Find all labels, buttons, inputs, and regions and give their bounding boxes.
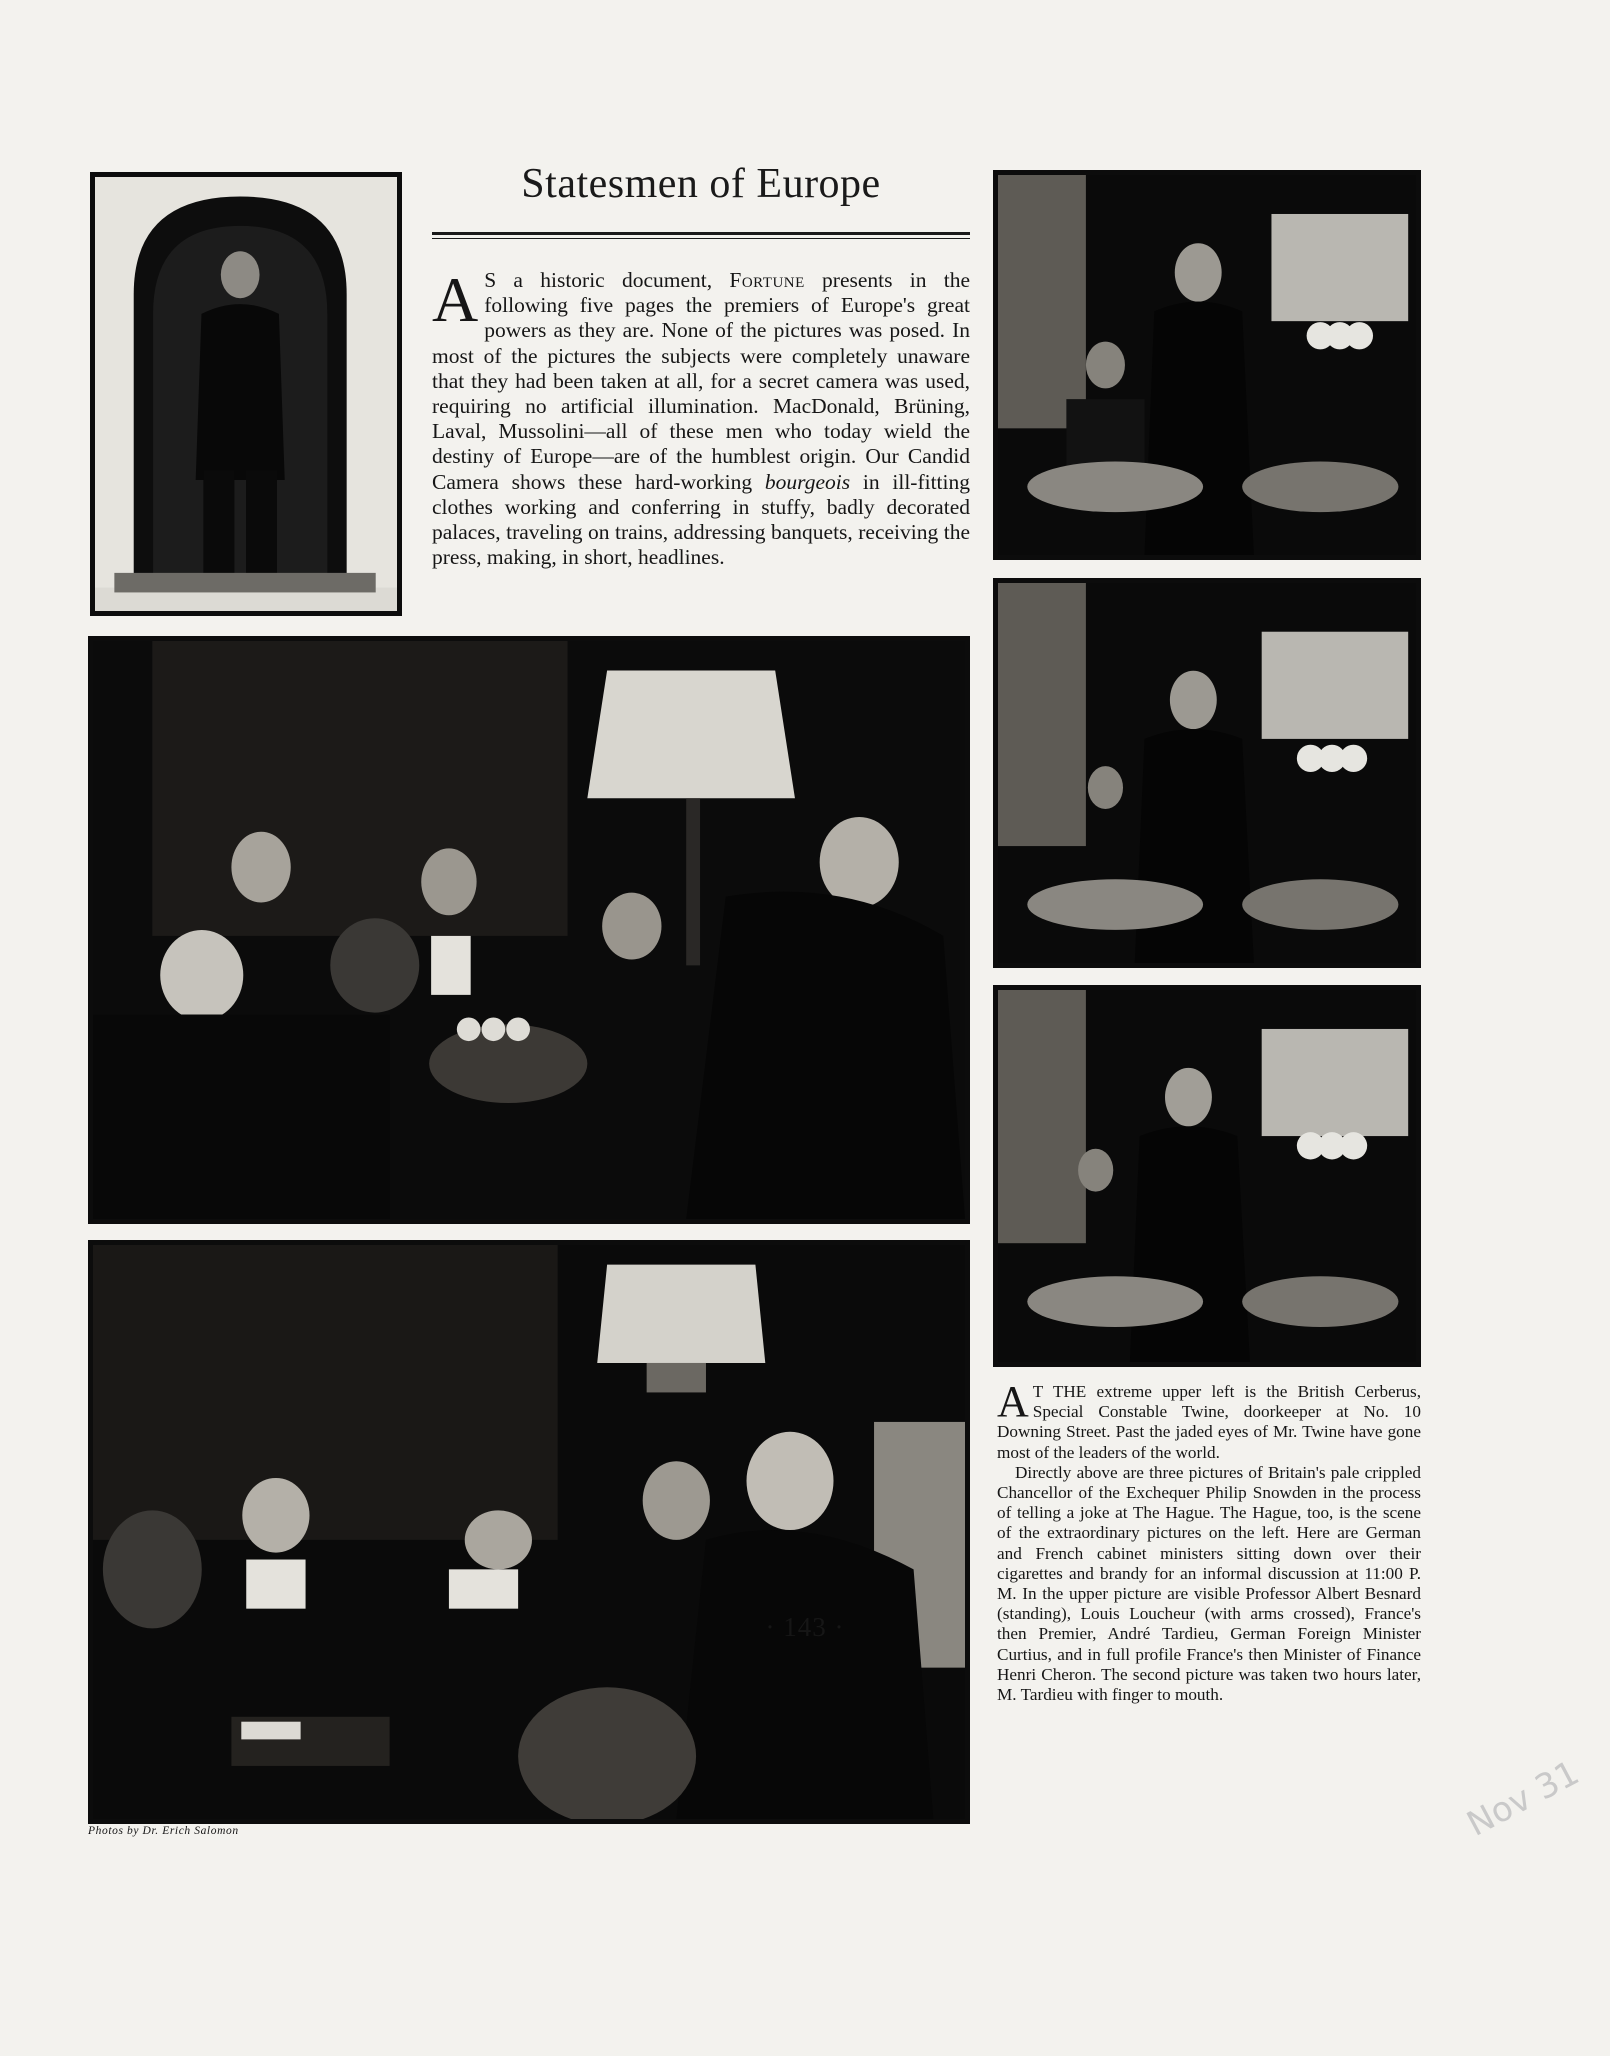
page-number: · 143 · [765, 1612, 845, 1642]
photo-ministers-late [88, 1240, 970, 1824]
intro-body-2: in ill-fitting clothes working and conferring in stuffy, badly decorated palaces, traveling on trains, addressing banquets, receiving the press, making, in short, headlines. [432, 469, 971, 570]
photo-ministers-evening [88, 636, 970, 1224]
intro-magazine-name: Fortune [729, 268, 805, 292]
intro-body-1: presents in the following five pages the premiers of Europe's great powers as they are. None of the pictures was posed. In most of the pictures the subjects were completely unaware that they had been taken at all, for a secret camera was used, requiring no artificial illumination. MacDonald, Brüning, Laval, Mussolini—all of these men who today wield the destiny of Europe—are of the humblest origin. Our Candid Camera shows these hard-working [432, 268, 970, 494]
photo-credit: Photos by Dr. Erich Salomon [88, 1825, 239, 1837]
caption-paragraph-1 [997, 1377, 1421, 1463]
photo-snowden-2 [993, 578, 1421, 968]
title-rule [432, 232, 970, 235]
title-rule-thin [432, 238, 970, 239]
caption-p1-text: T THE extreme upper left is the British Cerberus, Special Constable Twine, doorkeeper at No. 10 Downing Street. Past the jaded eyes of Mr. Twine have gone most of the leaders of the world. [997, 1382, 1421, 1462]
caption-paragraph-2: Directly above are three pictures of Britain's pale crippled Chancellor of the Exchequer Philip Snowden in the process of telling a joke at The Hague. The Hague, too, is the scene of the extraordinary pictures on the left. Here are German and French cabinet ministers sitting down over their cigarettes and brandy for an informal discussion at 11:00 P. M. In the upper picture are visible Professor Albert Besnard (standing), Louis Loucheur (with arms crossed), France's then Premier, André Tardieu, German Foreign Minister Curtius, and in full profile France's then Minister of Finance Henri Cheron. The second picture was taken two hours later, M. Tardieu with finger to mouth. [997, 1462, 1421, 1705]
photo-snowden-3 [993, 985, 1421, 1367]
intro-lead: S a historic document, [484, 268, 730, 292]
article-title: Statesmen of Europe [521, 161, 881, 207]
intro-dropcap: A [432, 264, 479, 335]
caption-dropcap: A [997, 1377, 1029, 1426]
intro-italic: bourgeois [764, 469, 851, 494]
photo-doorkeeper [90, 172, 402, 616]
intro-paragraph [432, 264, 971, 570]
handwritten-note: Nov 31 [1460, 1752, 1586, 1845]
photo-snowden-1 [993, 170, 1421, 560]
caption-text [997, 1377, 1421, 1705]
